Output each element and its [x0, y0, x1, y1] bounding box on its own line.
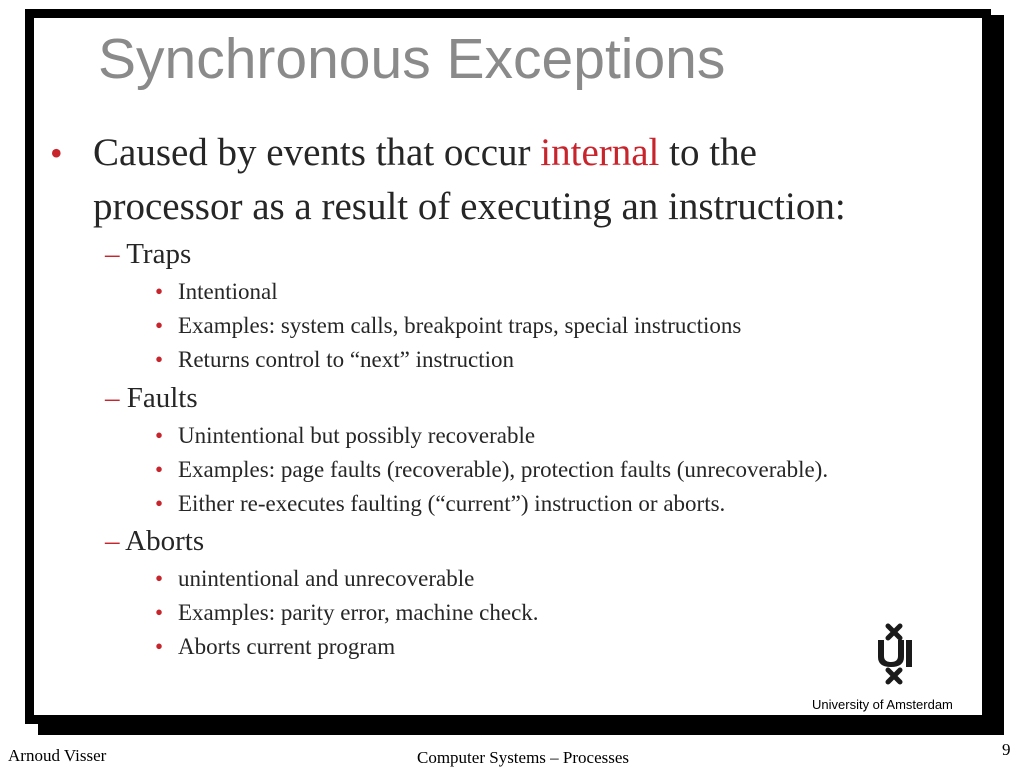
- list-item-text: Returns control to “next” instruction: [178, 347, 514, 372]
- uva-logo-icon: [872, 622, 918, 686]
- section-label: Traps: [126, 238, 192, 270]
- list-item-text: Unintentional but possibly recoverable: [178, 423, 536, 448]
- list-item: [155, 345, 514, 375]
- list-item: [155, 489, 725, 519]
- university-name: University of Amsterdam: [812, 697, 953, 712]
- sub-bullet: •: [155, 423, 164, 448]
- slide-title: Synchronous Exceptions: [98, 27, 726, 91]
- sub-bullet: •: [155, 313, 164, 338]
- list-item: [155, 277, 278, 307]
- sub-bullet: •: [155, 491, 164, 516]
- main-point-line1: [93, 126, 993, 180]
- list-item: [155, 311, 741, 341]
- list-item-text: Examples: system calls, breakpoint traps, special instructions: [178, 313, 742, 338]
- list-item: [155, 421, 535, 451]
- section-label: Aborts: [125, 525, 205, 557]
- list-item-text: unintentional and unrecoverable: [178, 566, 475, 591]
- list-item: [155, 598, 539, 628]
- sub-bullet: •: [155, 566, 164, 591]
- main-point-line2: processor as a result of executing an instruction:: [93, 185, 846, 228]
- section-label: Faults: [126, 382, 198, 414]
- list-item-text: Aborts current program: [178, 634, 396, 659]
- sub-bullet: •: [155, 457, 164, 482]
- sub-bullet: •: [155, 347, 164, 372]
- list-item-text: Either re-executes faulting (“current”) instruction or aborts.: [178, 491, 726, 516]
- section-aborts: [105, 524, 204, 558]
- sub-bullet: •: [155, 634, 164, 659]
- section-traps: [105, 237, 191, 271]
- list-item: [155, 632, 395, 662]
- list-item: [155, 455, 828, 485]
- sub-bullet: •: [155, 279, 164, 304]
- list-item: [155, 564, 474, 594]
- sub-bullet: •: [155, 600, 164, 625]
- main-point-highlight: internal: [540, 131, 660, 174]
- footer-course: Computer Systems – Processes: [417, 748, 630, 767]
- page-number: 9: [1002, 740, 1011, 759]
- list-item-text: Examples: page faults (recoverable), protection faults (unrecoverable).: [178, 457, 829, 482]
- section-dash: –: [105, 382, 120, 414]
- footer-author: Arnoud Visser: [8, 746, 107, 765]
- list-item-text: Intentional: [178, 279, 278, 304]
- section-dash: –: [105, 238, 120, 270]
- main-point-text: Caused by events that occur: [93, 131, 541, 174]
- main-bullet: •: [50, 133, 63, 173]
- main-point-text-after: to the: [659, 131, 757, 174]
- list-item-text: Examples: parity error, machine check.: [178, 600, 539, 625]
- section-dash: –: [105, 525, 120, 557]
- section-faults: [105, 381, 198, 415]
